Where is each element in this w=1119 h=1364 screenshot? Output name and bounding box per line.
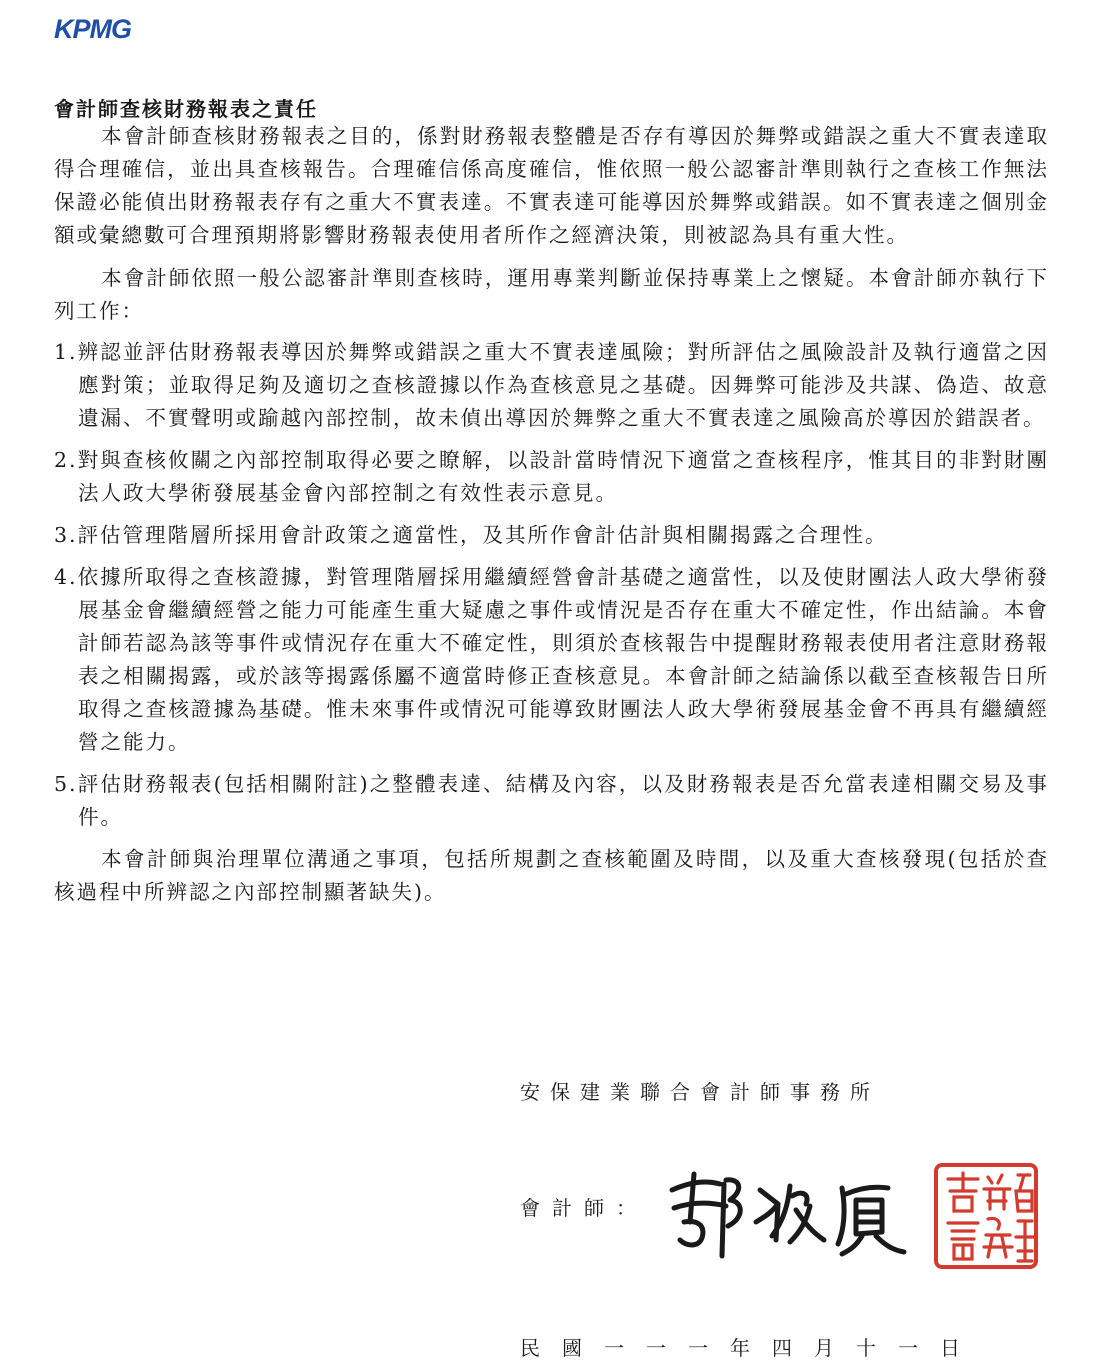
- report-body: [54, 120, 1049, 909]
- paragraph-communication: 本會計師與治理單位溝通之事項，包括所規劃之查核範圍及時間，以及重大查核發現(包括於查核過程中所辨認之內部控制顯著缺失)。: [54, 847, 1049, 904]
- kpmg-logo: KPMG: [54, 14, 131, 44]
- seal-stamp: [932, 1161, 1040, 1275]
- firm-name: 安保建業聯合會計師事務所: [520, 1080, 880, 1104]
- list-item: 4.依據所取得之查核證據，對管理階層採用繼續經營會計基礎之適當性，以及使財團法人政大學術發展基金會繼續經營之能力可能產生重大疑慮之事件或情況是否存在重大不確定性，作出結論。本會計師若認為該等事件或情況存在重大不確定性，則須於查核報告中提醒財務報表使用者注意財務報表之相關揭露，或於該等揭露係屬不適當時修正查核意見。本會計師之結論係以截至查核報告日所取得之查核證據為基礎。惟未來事件或情況可能導致財團法人政大學術發展基金會不再具有繼續經營之能力。: [54, 565, 1049, 754]
- report-date: 民國一一一年四月十一日: [520, 1336, 982, 1360]
- paragraph-objective: 本會計師查核財務報表之目的，係對財務報表整體是否存有導因於舞弊或錯誤之重大不實表達取得合理確信，並出具查核報告。合理確信係高度確信，惟依照一般公認審計準則執行之查核工作無法保證必能偵出財務報表存有之重大不實表達。不實表達可能導因於舞弊或錯誤。如不實表達之個別金額或彙總數可合理預期將影響財務報表使用者所作之經濟決策，則被認為具有重大性。: [54, 124, 1049, 247]
- cpa-label: 會計師：: [520, 1196, 648, 1220]
- list-item: 5.評估財務報表(包括相關附註)之整體表達、結構及內容，以及財務報表是否允當表達相關交易及事件。: [54, 772, 1049, 829]
- section-heading: 會計師查核財務報表之責任: [54, 97, 318, 121]
- paragraph-procedures-intro: 本會計師依照一般公認審計準則查核時，運用專業判斷並保持專業上之懷疑。本會計師亦執行下列工作：: [54, 266, 1049, 323]
- handwritten-signature: [660, 1160, 920, 1264]
- list-item: 2.對與查核攸關之內部控制取得必要之瞭解，以設計當時情況下適當之查核程序，惟其目的非對財團法人政大學術發展基金會內部控制之有效性表示意見。: [54, 448, 1049, 505]
- list-item: 1.辨認並評估財務報表導因於舞弊或錯誤之重大不實表達風險；對所評估之風險設計及執行適當之因應對策；並取得足夠及適切之查核證據以作為查核意見之基礎。因舞弊可能涉及共謀、偽造、故意遺漏、不實聲明或踰越內部控制，故未偵出導因於舞弊之重大不實表達之風險高於導因於錯誤者。: [54, 340, 1049, 430]
- list-item: 3.評估管理階層所採用會計政策之適當性，及其所作會計估計與相關揭露之合理性。: [54, 523, 888, 547]
